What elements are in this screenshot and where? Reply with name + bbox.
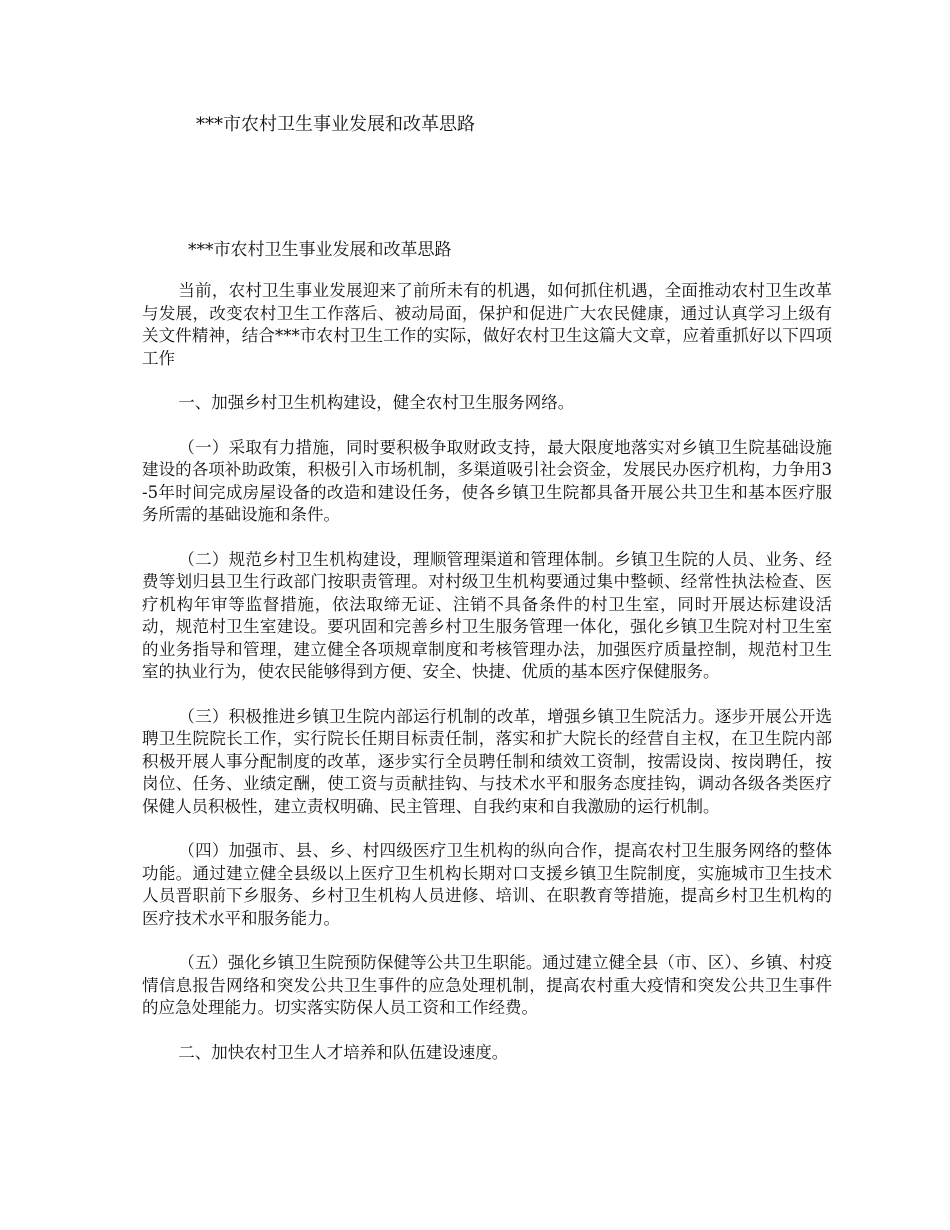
document-body xyxy=(142,239,832,1086)
paragraph-item-2: （二）规范乡村卫生机构建设，理顺管理渠道和管理体制。乡镇卫生院的人员、业务、经费等划归县卫生行政部门按职责管理。对村级卫生机构要通过集中整顿、经常性执法检查、医疗机构年审等监督措施，依法取缔无证、注销不具备条件的村卫生室，同时开展达标建设活动，规范村卫生室建设。要巩固和完善乡村卫生服务管理一体化，强化乡镇卫生院对村卫生室的业务指导和管理，建立健全各项规章制度和考核管理办法，加强医疗质量控制，规范村卫生室的执业行为，使农民能够得到方便、安全、快捷、优质的基本医疗保健服务。 xyxy=(142,549,832,681)
intro-paragraph: 当前，农村卫生事业发展迎来了前所未有的机遇，如何抓住机遇，全面推动农村卫生改革与发展，改变农村卫生工作落后、被动局面，保护和促进广大农民健康，通过认真学习上级有关文件精神，结合***市农村卫生工作的实际，做好农村卫生这篇大文章，应着重抓好以下四项工作 xyxy=(142,281,832,368)
section-heading-one: 一、加强乡村卫生机构建设，健全农村卫生服务网络。 xyxy=(178,393,575,412)
document-subtitle: ***市农村卫生事业发展和改革思路 xyxy=(188,240,452,260)
paragraph-item-1: （一）采取有力措施，同时要积极争取财政支持，最大限度地落实对乡镇卫生院基础设施建设的各项补助政策，积极引入市场机制，多渠道吸引社会资金，发展民办医疗机构，力争用3-5年时间完成房屋设备的改造和建设任务，使各乡镇卫生院都具备开展公共卫生和基本医疗服务所需的基础设施和条件。 xyxy=(142,437,832,524)
paragraph-item-5: （五）强化乡镇卫生院预防保健等公共卫生职能。通过建立健全县（市、区）、乡镇、村疫情信息报告网络和突发公共卫生事件的应急处理机制，提高农村重大疫情和突发公共卫生事件的应急处理能力。切实落实防保人员工资和工作经费。 xyxy=(142,953,832,1017)
page-title: ***市农村卫生事业发展和改革思路 xyxy=(196,114,475,135)
section-heading-two: 二、加快农村卫生人才培养和队伍建设速度。 xyxy=(178,1042,509,1062)
paragraph-item-3: （三）积极推进乡镇卫生院内部运行机制的改革，增强乡镇卫生院活力。逐步开展公开选聘卫生院院长工作，实行院长任期目标责任制，落实和扩大院长的经营自主权，在卫生院内部积极开展人事分配制度的改革，逐步实行全员聘任制和绩效工资制，按需设岗、按岗聘任，按岗位、任务、业绩定酬，使工资与贡献挂钩、与技术水平和服务态度挂钩，调动各级各类医疗保健人员积极性，建立责权明确、民主管理、自我约束和自我激励的运行机制。 xyxy=(142,706,832,816)
paragraph-item-4: （四）加强市、县、乡、村四级医疗卫生机构的纵向合作，提高农村卫生服务网络的整体功能。通过建立健全县级以上医疗卫生机构长期对口支援乡镇卫生院制度，实施城市卫生技术人员晋职前下乡服务、乡村卫生机构人员进修、培训、在职教育等措施，提高乡村卫生机构的医疗技术水平和服务能力。 xyxy=(142,841,832,928)
